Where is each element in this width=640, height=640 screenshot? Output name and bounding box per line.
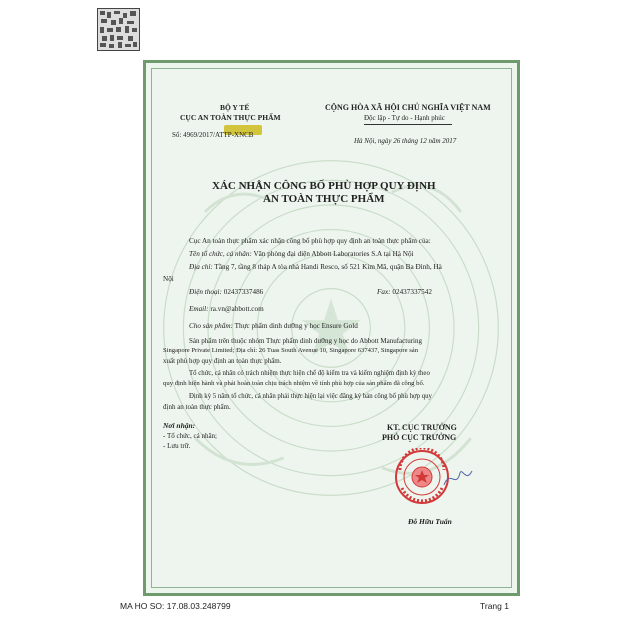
org-line <box>189 251 414 258</box>
address-continuation: Nội <box>163 275 174 283</box>
recipient-item: - Lưu trữ. <box>163 442 191 450</box>
paragraph1-line3: xuất phù hợp quy định an toàn thực phẩm. <box>163 357 282 365</box>
file-code: MA HO SO: 17.08.03.248799 <box>120 601 231 611</box>
document-title-line2: AN TOÀN THỰC PHẨM <box>263 193 385 205</box>
address-value: Tầng 7, tầng 8 tháp A tòa nhà Handi Resco, số 521 Kim Mã, quận Ba Đình, Hà <box>212 263 442 271</box>
paragraph2-line1: Tổ chức, cá nhân có trách nhiệm thực hiện chế độ kiểm tra và kiểm nghiệm định kỳ theo <box>189 370 430 377</box>
qr-code <box>97 8 140 51</box>
address-label: Địa chỉ: <box>189 263 213 271</box>
recipients-label: Nơi nhận: <box>163 421 196 430</box>
product-value: Thực phẩm dinh dưỡng y học Ensure Gold <box>232 322 358 330</box>
certificate-paper <box>143 60 520 596</box>
recipient-item: - Tổ chức, cá nhân; <box>163 432 218 440</box>
issue-date: Hà Nội, ngày 26 tháng 12 năm 2017 <box>354 137 457 145</box>
org-label: Tên tổ chức, cá nhân: <box>189 250 252 258</box>
signature-scribble-icon <box>442 465 474 491</box>
ministry-name: BỘ Y TẾ <box>220 103 250 112</box>
fax-value: 02437337542 <box>390 288 432 296</box>
agency-name: CỤC AN TOÀN THỰC PHẨM <box>180 113 281 122</box>
phone-value: 02437337486 <box>221 288 264 296</box>
motto-underline <box>364 124 452 125</box>
paragraph1-line1: Sản phẩm trên thuộc nhóm Thực phẩm dinh dưỡng y học do Abbott Manufacturing <box>189 337 422 345</box>
fax-label: Fax: <box>377 288 391 296</box>
paragraph3-line2: định an toàn thực phẩm. <box>163 403 231 411</box>
address-line <box>189 264 442 271</box>
email-value: ra.vn@abbott.com <box>208 305 264 313</box>
product-label: Cho sản phẩm: <box>189 322 233 330</box>
country-name: CỘNG HÒA XÃ HỘI CHỦ NGHĨA VIỆT NAM <box>325 103 491 112</box>
fax-line <box>377 289 432 296</box>
signature-title-line1: KT. CỤC TRƯỞNG <box>387 423 457 432</box>
paragraph2-line2: quy định hiện hành và phải hoàn toàn chịu trách nhiệm về tính phù hợp của sản phẩm đã công bố. <box>163 380 425 387</box>
email-label: Email: <box>189 305 209 313</box>
document-number: Số: 4969/2017/ATTP-XNCB <box>172 131 254 139</box>
signature-title-line2: PHÓ CỤC TRƯỞNG <box>382 433 457 442</box>
org-value: Văn phòng đại diện Abbott Laboratories S.A tại Hà Nội <box>251 250 414 258</box>
phone-line <box>189 289 263 296</box>
page-number: Trang 1 <box>480 601 509 611</box>
paragraph1-line2: Singapore Private Limited; Địa chỉ: 26 Tuas South Avenue 10, Singapore 637437, Singapore sản <box>163 347 418 354</box>
product-line <box>189 323 358 330</box>
intro-text: Cục An toàn thực phẩm xác nhận công bố phù hợp quy định an toàn thực phẩm của: <box>189 237 431 245</box>
national-motto: Độc lập - Tự do - Hạnh phúc <box>364 114 445 122</box>
phone-label: Điện thoại: <box>189 288 222 296</box>
signatory-name: Đỗ Hữu Tuấn <box>408 517 452 526</box>
document-title-line1: XÁC NHẬN CÔNG BỐ PHÙ HỢP QUY ĐỊNH <box>212 180 436 192</box>
paragraph3-line1: Định kỳ 5 năm tổ chức, cá nhân phải thực hiện lại việc đăng ký bản công bố phù hợp quy <box>189 393 432 400</box>
email-line <box>189 306 264 313</box>
